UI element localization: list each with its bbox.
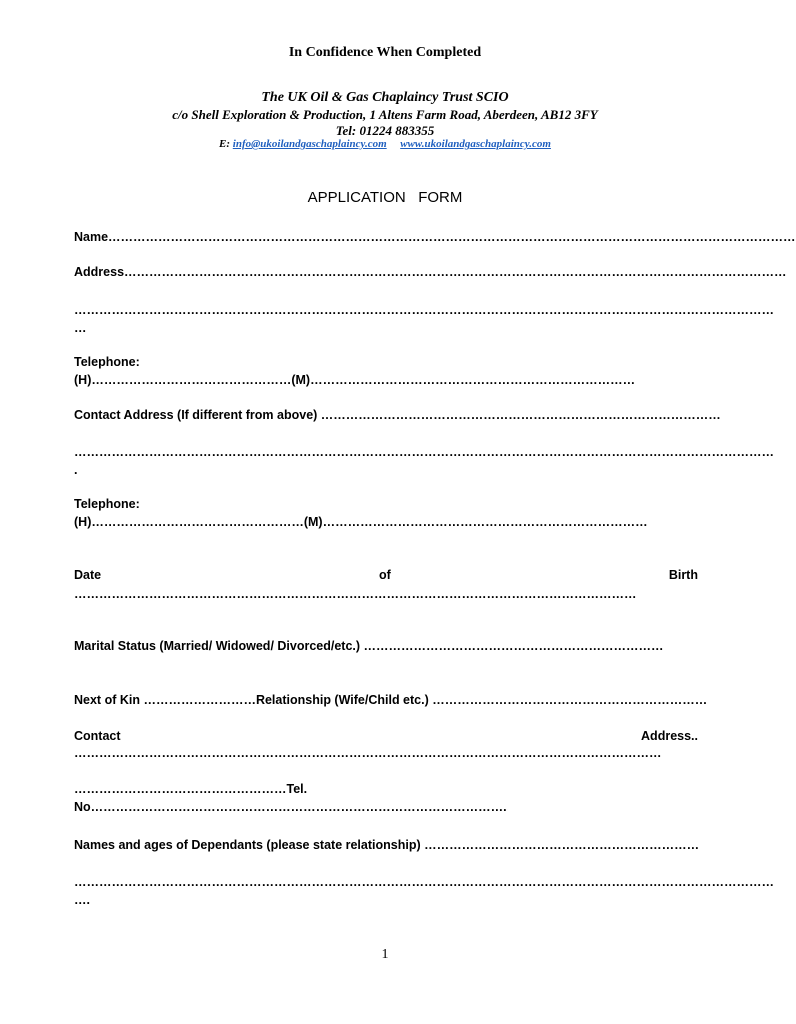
contact-links	[0, 138, 770, 150]
next-of-kin-field: Next of Kin ………………………Relationship (Wife/Child etc.) …………………………………………………………	[74, 693, 708, 707]
address-field: Address……………………………………………………………………………………………………………………………………………	[74, 265, 787, 279]
contact-address-continuation-tail: .	[74, 463, 78, 477]
dependants-field: Names and ages of Dependants (please state relationship) …………………………………………………………	[74, 838, 700, 852]
address-word: Address..	[641, 729, 698, 743]
org-name: The UK Oil & Gas Chaplaincy Trust SCIO	[261, 90, 509, 105]
dependants-continuation-tail: ….	[74, 893, 90, 907]
telephone2-line: (H)……………………………………………(M)……………………………………………………………………	[74, 515, 648, 529]
dob-word-birth: Birth	[668, 568, 698, 582]
dependants-continuation: ……………………………………………………………………………………………………………………………………………………	[74, 875, 774, 889]
address-continuation-tail: …	[74, 321, 87, 335]
next-of-kin-tel-number: No……………………………………………………………………………………….	[74, 800, 507, 814]
next-of-kin-tel-line: ……………………………………………Tel.	[74, 782, 308, 796]
org-telephone: Tel: 01224 883355	[335, 123, 435, 138]
date-of-birth-line: ………………………………………………………………………………………………………………………	[74, 587, 637, 601]
telephone-line: (H)…………………………………………(M)……………………………………………………………………	[74, 373, 636, 387]
contact-address-continuation: ……………………………………………………………………………………………………………………………………………………	[74, 445, 774, 459]
name-field: Name…………………………………………………………………………………………………………………………………………………	[74, 230, 796, 244]
email-prefix: E:	[219, 138, 231, 150]
email-link[interactable]: info@ukoilandgaschaplaincy.com	[232, 138, 387, 150]
org-address: c/o Shell Exploration & Production, 1 Altens Farm Road, Aberdeen, AB12 3FY	[172, 107, 598, 122]
contact-word: Contact	[74, 729, 121, 743]
website-link[interactable]: www.ukoilandgaschaplaincy.com	[400, 138, 551, 150]
telephone-label: Telephone:	[74, 355, 140, 369]
next-of-kin-address-line: ……………………………………………………………………………………………………………………………	[74, 746, 662, 760]
confidential-notice: In Confidence When Completed	[288, 45, 482, 60]
page-number: 1	[381, 947, 389, 962]
marital-status-field: Marital Status (Married/ Widowed/ Divorced/etc.) ………………………………………………………………	[74, 639, 664, 653]
address-continuation: ……………………………………………………………………………………………………………………………………………………	[74, 303, 774, 317]
next-of-kin-contact-address-label	[74, 729, 698, 743]
telephone2-label: Telephone:	[74, 497, 140, 511]
date-of-birth-label	[74, 568, 698, 582]
contact-address-field: Contact Address (If different from above) ……………………………………………………………………………………	[74, 408, 721, 422]
dob-word-of: of	[379, 568, 391, 582]
dob-word-date: Date	[74, 568, 102, 582]
form-title: APPLICATION FORM	[307, 189, 463, 206]
